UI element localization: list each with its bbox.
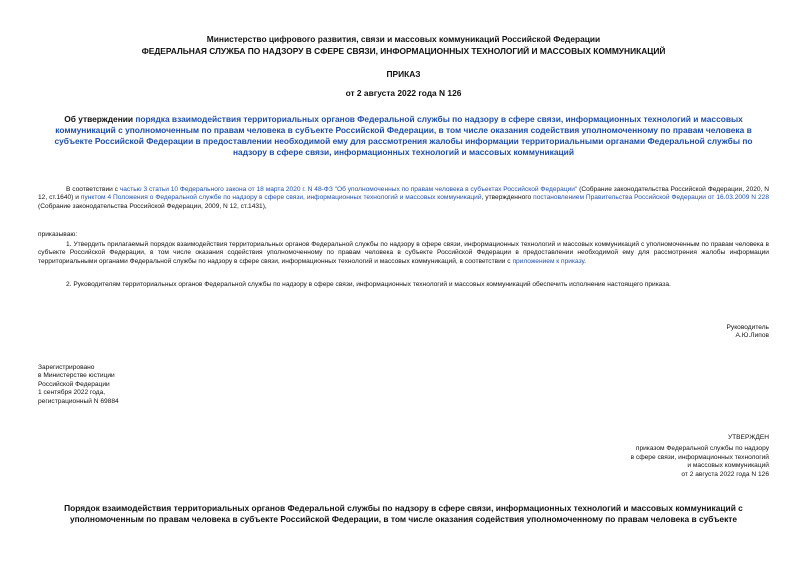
approval-line: в сфере связи, информационных технологий — [630, 453, 769, 461]
order-title-link[interactable]: порядка взаимодействия территориальных органов Федеральной службы по надзору в сфере связи, информационных технологий и массовых коммуникаций с уполномоченным по правам человека в субъекте Российской Федерации, в том числе оказания содействия уполномоченному по правам человека в субъекте Российской Федерации в предоставлении необходимой ему для рассмотрения жалобы информации территориальными органами Федеральной службы по надзору в сфере связи, информационных технологий и массовых коммуникаций — [54, 114, 753, 158]
service-heading: ФЕДЕРАЛЬНАЯ СЛУЖБА ПО НАДЗОРУ В СФЕРЕ СВЯЗИ, ИНФОРМАЦИОННЫХ ТЕХНОЛОГИЙ И МАССОВЫХ КОММУНИКАЦИЙ — [141, 46, 666, 56]
registration-line: регистрационный N 69884 — [38, 397, 119, 405]
preamble-paragraph — [38, 186, 769, 211]
preamble-text-d: (Собрание законодательства Российской Федерации, 2009, N 12, ст.1431), — [38, 202, 267, 210]
clause-1 — [38, 241, 769, 266]
clause-2: 2. Руководителям территориальных органов Федеральной службы по надзору в сфере связи, информационных технологий и массовых коммуникаций обеспечить исполнение настоящего приказа. — [66, 281, 671, 288]
approval-line: приказом Федеральной службы по надзору — [635, 445, 769, 453]
clause-1-end: . — [584, 257, 586, 265]
registration-line: 1 сентября 2022 года, — [38, 389, 106, 397]
registration-line: в Министерстве юстиции — [38, 372, 115, 380]
annex-title: Порядок взаимодействия территориальных органов Федеральной службы по надзору в сфере связи, информационных технологий и массовых коммуникаций с уполномоченным по правам человека в субъекте Российской Федерации, в том числе оказания содействия уполномоченному по правам человека в субъекте — [64, 503, 743, 525]
registration-block — [38, 364, 119, 406]
preamble-text-b: (Собрание законодательства Российской Федерации, 2020, N 12, ст.1640) и — [38, 186, 770, 202]
order-word: приказываю: — [38, 231, 78, 238]
approval-block — [631, 434, 769, 479]
approval-head: УТВЕРЖДЕН — [727, 434, 769, 441]
registration-line: Российской Федерации — [38, 380, 110, 388]
ministry-heading: Министерство цифрового развития, связи и массовых коммуникаций Российской Федерации — [206, 34, 601, 44]
approval-line: и массовых коммуникаций — [687, 462, 769, 470]
preamble-text-c: , утвержденного — [481, 194, 534, 202]
annex-link[interactable]: приложением к приказу — [512, 257, 585, 265]
approval-line: от 2 августа 2022 года N 126 — [681, 470, 769, 478]
signer-name: А.Ю.Липов — [735, 332, 769, 340]
order-title-prefix: Об утверждении — [64, 114, 136, 124]
signature-block — [727, 324, 769, 341]
law-48fz-link[interactable]: частью 3 статьи 10 Федерального закона от 18 марта 2020 г. N 48-ФЗ "Об уполномоченных по правам человека в субъектах Российской Федерации" — [119, 186, 578, 193]
clause-1-text: 1. Утвердить прилагаемый порядок взаимодействия территориальных органов Федеральной службы по надзору в сфере связи, информационных технологий и массовых коммуникаций с уполномоченным по правам человека в субъекте Российской Федерации, в том числе оказания содействия уполномоченному по правам человека в субъекте Российской Федерации в предоставлении необходимой ему для рассмотрения жалобы информации территориальными органами Федеральной службы по надзору в сфере связи, информационных технологий и массовых коммуникаций, в соответствии с — [38, 241, 769, 265]
doc-type: ПРИКАЗ — [386, 69, 421, 79]
order-title — [38, 114, 769, 158]
signer-role: Руководитель — [726, 324, 769, 331]
registration-line: Зарегистрировано — [38, 364, 95, 371]
government-decree-link[interactable]: постановлением Правительства Российской Федерации от 16.03.2009 N 228 — [533, 194, 769, 202]
preamble-text-a: В соответствии с — [66, 186, 120, 193]
doc-date-number: от 2 августа 2022 года N 126 — [345, 88, 462, 98]
regulation-link[interactable]: пунктом 4 Положения о Федеральной службе по надзору в сфере связи, информационных технологий и массовых коммуникаций — [80, 194, 482, 202]
